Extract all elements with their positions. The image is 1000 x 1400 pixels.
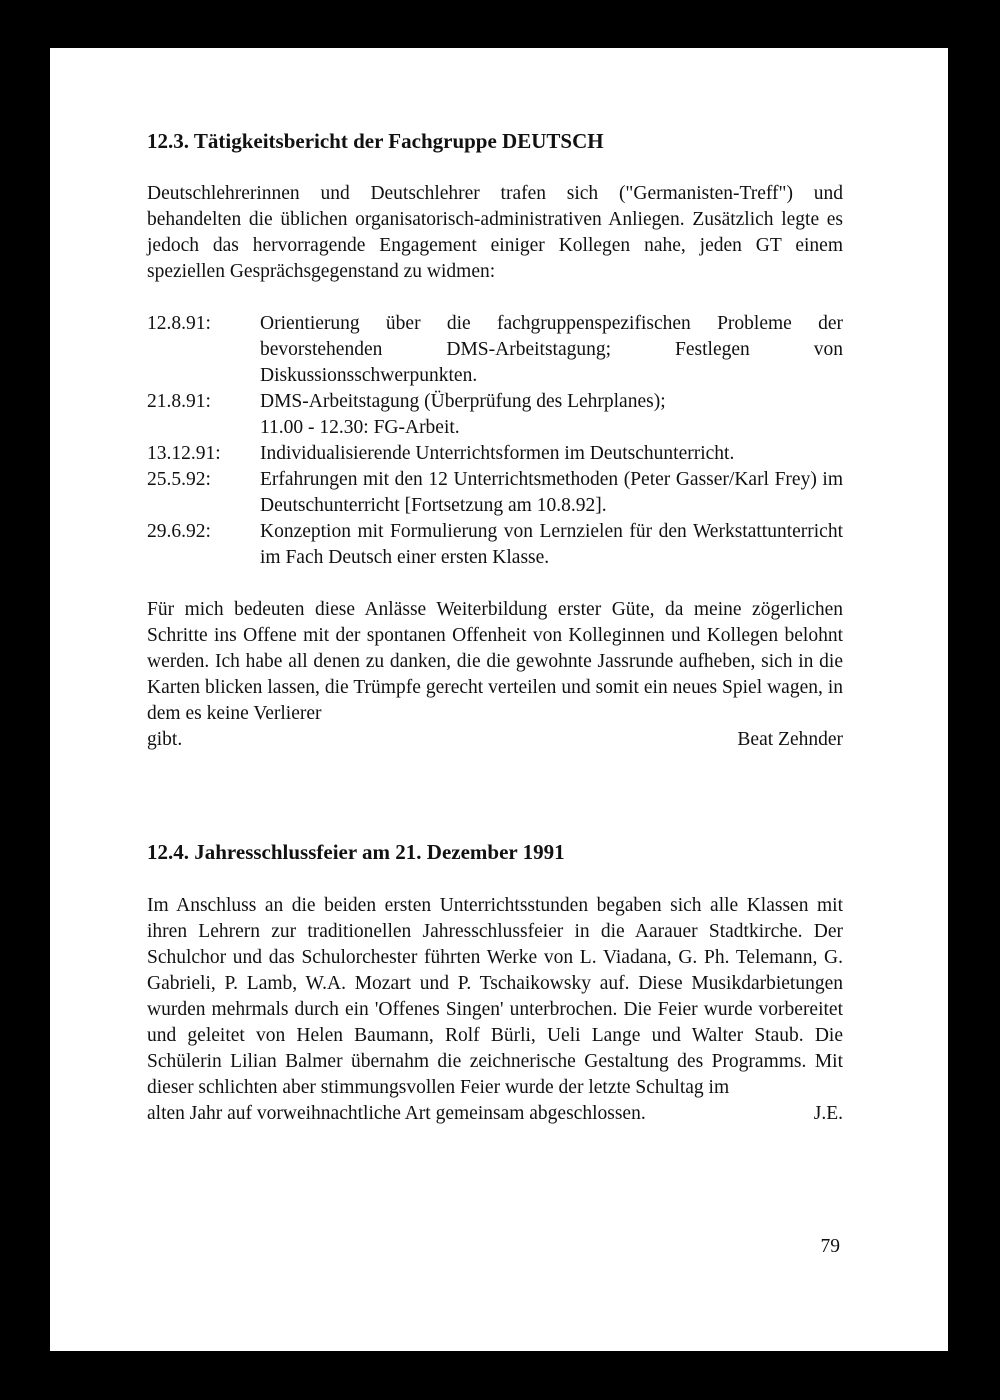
meeting-date: 25.5.92: (147, 469, 211, 490)
author-initials: J.E. (813, 1103, 843, 1124)
meeting-description (260, 467, 843, 519)
section-heading-fachgruppe-deutsch: 12.3. Tätigkeitsbericht der Fachgruppe DEUTSCH (147, 129, 604, 153)
feier-paragraph (147, 893, 843, 1101)
meeting-description (260, 441, 843, 467)
page-content (147, 128, 843, 1127)
closing-text: Für mich bedeuten diese Anlässe Weiterbildung erster Güte, da meine zögerlichen Schritte ins Offene mit der spontanen Offenheit von Kolleginnen und Kollegen belohnt werden. Ich habe all denen zu danken, die die gewohnte Jassrunde aufheben, sich in die Karten blicken lassen, die Trümpfe gerecht verteilen und somit ein neues Spiel wagen, in dem es keine Verlierer (147, 599, 843, 724)
meeting-text-line: Erfahrungen mit den 12 Unterrichtsmethoden (Peter Gasser/Karl Frey) im Deutschunterricht [Fortsetzung am 10.8.92]. (260, 469, 843, 516)
page-number: 79 (820, 1236, 840, 1257)
meeting-date: 12.8.91: (147, 313, 211, 334)
meeting-entry (147, 389, 843, 441)
meeting-text-line: Individualisierende Unterrichtsformen im Deutschunterricht. (260, 443, 735, 464)
meeting-entry (147, 441, 843, 467)
closing-signature-line (147, 727, 843, 753)
meeting-date: 13.12.91: (147, 443, 221, 464)
meeting-text-line: DMS-Arbeitstagung (Überprüfung des Lehrplanes); (260, 391, 666, 412)
feier-last-line: alten Jahr auf vorweihnachtliche Art gemeinsam abgeschlossen. (147, 1103, 646, 1124)
meeting-date: 21.8.91: (147, 391, 211, 412)
document-page (50, 48, 948, 1351)
meeting-text-line: Orientierung über die fachgruppenspezifischen Probleme der bevorstehenden DMS-Arbeitstagung; Festlegen von Diskussionsschwerpunkten. (260, 313, 843, 386)
meeting-entry (147, 519, 843, 571)
meeting-date: 29.6.92: (147, 521, 211, 542)
closing-paragraph (147, 597, 843, 727)
meeting-entry (147, 311, 843, 389)
meeting-text-line: Konzeption mit Formulierung von Lernzielen für den Werkstattunterricht im Fach Deutsch einer ersten Klasse. (260, 521, 843, 568)
closing-last-word: gibt. (147, 729, 183, 750)
meeting-list (147, 311, 843, 571)
meeting-description (260, 389, 843, 441)
meeting-entry (147, 467, 843, 519)
feier-signature-line (147, 1101, 843, 1127)
author-signature: Beat Zehnder (737, 729, 843, 750)
meeting-description (260, 519, 843, 571)
meeting-text-line: 11.00 - 12.30: FG-Arbeit. (260, 417, 460, 438)
intro-paragraph: Deutschlehrerinnen und Deutschlehrer trafen sich ("Germanisten-Treff") und behandelten die üblichen organisatorisch-administrativen Anliegen. Zusätzlich legte es jedoch das hervorragende Engagement einiger Kollegen nahe, jeden GT einem speziellen Gesprächsgegenstand zu widmen: (147, 183, 843, 282)
meeting-description (260, 311, 843, 389)
feier-text: Im Anschluss an die beiden ersten Unterrichtsstunden begaben sich alle Klassen mit ihren Lehrern zur traditionellen Jahresschlussfeier in die Aarauer Stadtkirche. Der Schulchor und das Schulorchester führten Werke von L. Viadana, G. Ph. Telemann, G. Gabrieli, P. Lamb, W.A. Mozart und P. Tschaikowsky auf. Diese Musikdarbietungen wurden mehrmals durch ein 'Offenes Singen' unterbrochen. Die Feier wurde vorbereitet und geleitet von Helen Baumann, Rolf Bürli, Ueli Lange und Walter Staub. Die Schülerin Lilian Balmer übernahm die zeichnerische Gestaltung des Programms. Mit dieser schlichten aber stimmungsvollen Feier wurde der letzte Schultag im (147, 895, 843, 1098)
section-heading-jahresschlussfeier: 12.4. Jahresschlussfeier am 21. Dezember 1991 (147, 840, 565, 864)
